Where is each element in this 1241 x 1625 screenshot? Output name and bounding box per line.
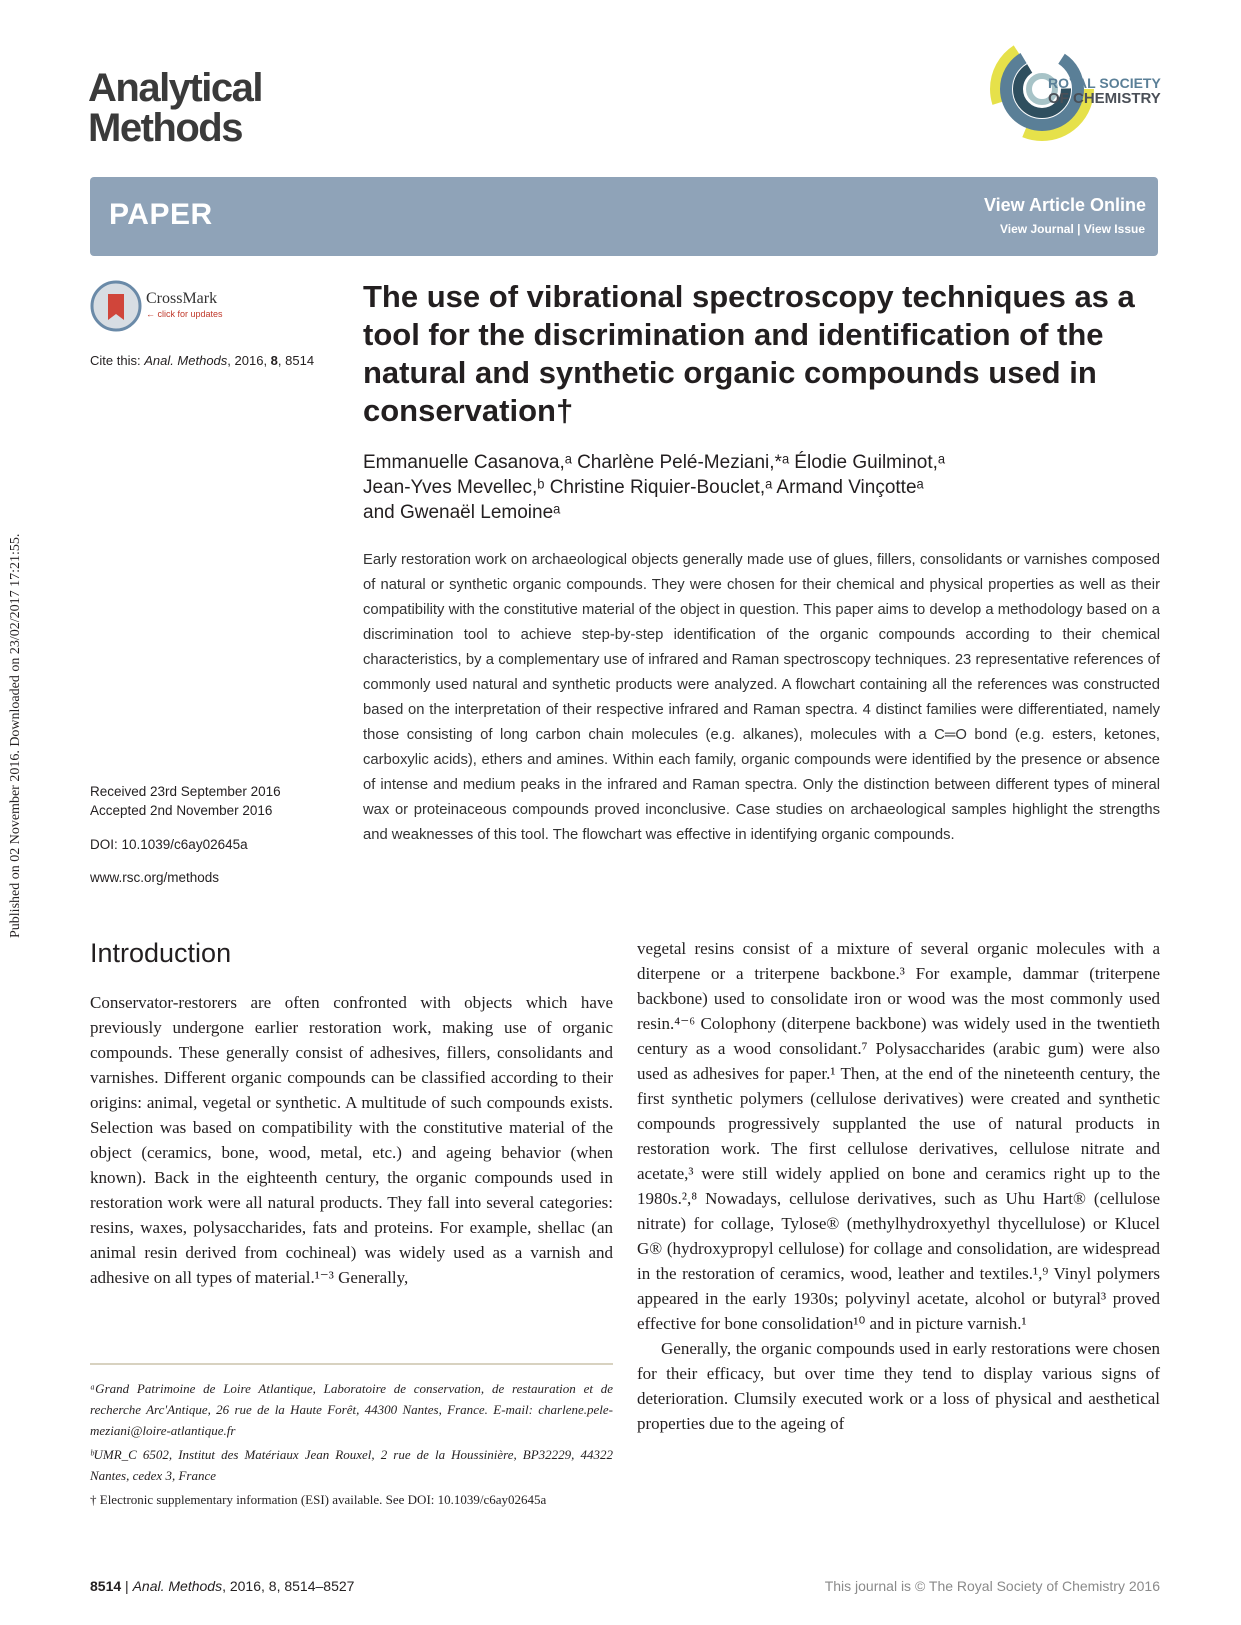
- doi[interactable]: DOI: 10.1039/c6ay02645a: [90, 837, 248, 852]
- author-list: [363, 450, 1163, 525]
- link-separator: |: [1073, 222, 1084, 236]
- view-journal-link[interactable]: View Journal: [1000, 222, 1074, 236]
- banner-sublinks: [1000, 222, 1145, 236]
- authors-line3: and Gwenaël Lemoineᵃ: [363, 502, 561, 523]
- journal-website-link[interactable]: www.rsc.org/methods: [90, 870, 220, 885]
- accepted-date: Accepted 2nd November 2016: [90, 803, 273, 818]
- journal-title-line1: Analytical: [88, 66, 262, 110]
- download-stamp: Published on 02 November 2016. Downloaded on 23/02/2017 17:21:55.: [8, 533, 23, 938]
- footer-copyright: This journal is © The Royal Society of Chemistry 2016: [824, 1578, 1160, 1594]
- journal-title-line2: Methods: [88, 106, 242, 150]
- footnotes: [90, 1378, 613, 1513]
- publisher-name: [1048, 76, 1161, 106]
- section-label: PAPER: [109, 198, 213, 231]
- page-number: 8514: [90, 1578, 122, 1594]
- footer-citation: [90, 1578, 354, 1594]
- footnote-divider: [90, 1363, 613, 1365]
- footnote-esi: † Electronic supplementary information (ESI) available. See DOI: 10.1039/c6ay02645a: [90, 1492, 547, 1507]
- publisher-line2: OF CHEMISTRY: [1048, 90, 1161, 107]
- citation-journal: Anal. Methods: [144, 353, 228, 368]
- journal-title: [88, 68, 262, 148]
- citation-page: , 8514: [277, 353, 315, 368]
- footnote-affiliation-b: ᵇUMR_C 6502, Institut des Matériaux Jean Rouxel, 2 rue de la Houssinière, BP32229, 44322 Nantes, cedex 3, France: [90, 1447, 613, 1483]
- authors-line1: Emmanuelle Casanova,ᵃ Charlène Pelé-Meziani,*ᵃ Élodie Guilminot,ᵃ: [363, 452, 945, 473]
- received-date: Received 23rd September 2016: [90, 784, 281, 799]
- footer-journal: Anal. Methods: [132, 1578, 223, 1594]
- footnote-affiliation-a: ᵃGrand Patrimoine de Loire Atlantique, Laboratoire de conservation, de restauration et de recherche Arc'Antique, 26 rue de la Haute Forêt, 44300 Nantes, France. E-mail: charlene.pele-meziani@loire-atlantique.fr: [90, 1381, 613, 1438]
- article-title: The use of vibrational spectroscopy techniques as a tool for the discrimination and identification of the natural and synthetic organic compounds used in conservation†: [363, 279, 1135, 428]
- intro-right-column: [637, 936, 1160, 1436]
- footer-separator: |: [121, 1578, 133, 1594]
- authors-line2: Jean-Yves Mevellec,ᵇ Christine Riquier-Bouclet,ᵃ Armand Vinçotteᵃ: [363, 477, 924, 498]
- crossmark-sublabel[interactable]: ← click for updates: [146, 309, 223, 319]
- intro-paragraph: vegetal resins consist of a mixture of several organic molecules with a diterpene or a triterpene backbone.³ For example, dammar (triterpene backbone) used to consolidate iron or wood was the most commonly used resin.⁴⁻⁶ Colophony (diterpene backbone) was widely used in the twentieth century as a wood consolidant.⁷ Polysaccharides (arabic gum) were also used as adhesives for paper.¹ Then, at the end of the nineteenth century, the first synthetic polymers (cellulose derivatives) were created and synthetic compounds progressively supplanted the use of natural products in restoration work. The first cellulose derivatives, cellulose nitrate and acetate,³ were still widely applied on bone and ceramics right up to the 1980s.²,⁸ Nowadays, cellulose derivatives, such as Uhu Hart® (cellulose nitrate) for collage, Tylose® (methylhydroxyethyl thycellulose) or Klucel G® (hydroxypropyl cellulose) for collage and consolidation, are widespread in the restoration of ceramics, wood, leather and textiles.¹,⁹ Vinyl polymers appeared in the early 1930s; polyvinyl acetate, alcohol or butyral³ proved effective for bone consolidation¹⁰ and in picture varnish.¹: [637, 939, 1160, 1333]
- section-heading-introduction: Introduction: [90, 938, 232, 968]
- view-issue-link[interactable]: View Issue: [1083, 222, 1145, 236]
- intro-paragraph: Generally, the organic compounds used in early restorations were chosen for their efficacy, but over time they tend to display various signs of deterioration. Clumsily executed work or a loss of physical and aesthetical properties due to the ageing of: [637, 1339, 1160, 1433]
- crossmark-sublabel-text: click for updates: [157, 309, 223, 319]
- citation-year: , 2016,: [227, 353, 271, 368]
- citation: [90, 353, 314, 368]
- citation-volume: 8: [270, 353, 278, 368]
- paper-banner: [90, 177, 1158, 256]
- citation-prefix: Cite this:: [90, 353, 145, 368]
- intro-left-column: Conservator-restorers are often confronted with objects which have previously undergone earlier restoration work, making use of organic compounds. These generally consist of adhesives, fillers, consolidants and varnishes. Different organic compounds can be classified according to their origins: animal, vegetal or synthetic. A multitude of such compounds exists. Selection was based on compatibility with the constitutive material of the object (ceramics, bone, wood, metal, etc.) and ageing behavior (when known). Back in the eighteenth century, the organic compounds used in restoration work were all natural products. They fall into several categories: resins, waxes, polysaccharides, fats and proteins. For example, shellac (an animal resin derived from cochineal) was widely used as a varnish and adhesive on all types of material.¹⁻³ Generally,: [90, 993, 613, 1287]
- publisher-line1: ROYAL SOCIETY: [1048, 75, 1161, 91]
- abstract: Early restoration work on archaeological objects generally made use of glues, fillers, consolidants or varnishes composed of natural or synthetic organic compounds. They were chosen for their chemical and physical properties as well as their compatibility with the constitutive material of the object in question. This paper aims to develop a methodology based on a discrimination tool to achieve step-by-step identification of the organic compounds according to their chemical characteristics, by a complementary use of infrared and Raman spectroscopy techniques. 23 representative references of commonly used natural and synthetic products were analyzed. A flowchart containing all the references was constructed based on the interpretation of their respective infrared and Raman spectra. 4 distinct families were differentiated, namely those consisting of long carbon chain molecules (e.g. alkanes), molecules with a C═O bond (e.g. esters, ketones, carboxylic acids), ethers and amines. Within each family, organic compounds were identified by the presence or absence of intense and medium peaks in the infrared and Raman spectra. Only the distinction between different types of mineral wax or proteinaceous compounds proved inconclusive. Case studies on archaeological samples highlight the strengths and weaknesses of this tool. The flowchart was effective in identifying organic compounds.: [363, 552, 1160, 843]
- view-article-online-link[interactable]: View Article Online: [983, 195, 1146, 215]
- crossmark-icon[interactable]: [90, 280, 142, 332]
- crossmark-label[interactable]: CrossMark: [146, 290, 218, 307]
- footer-reference: , 2016, 8, 8514–8527: [222, 1578, 355, 1594]
